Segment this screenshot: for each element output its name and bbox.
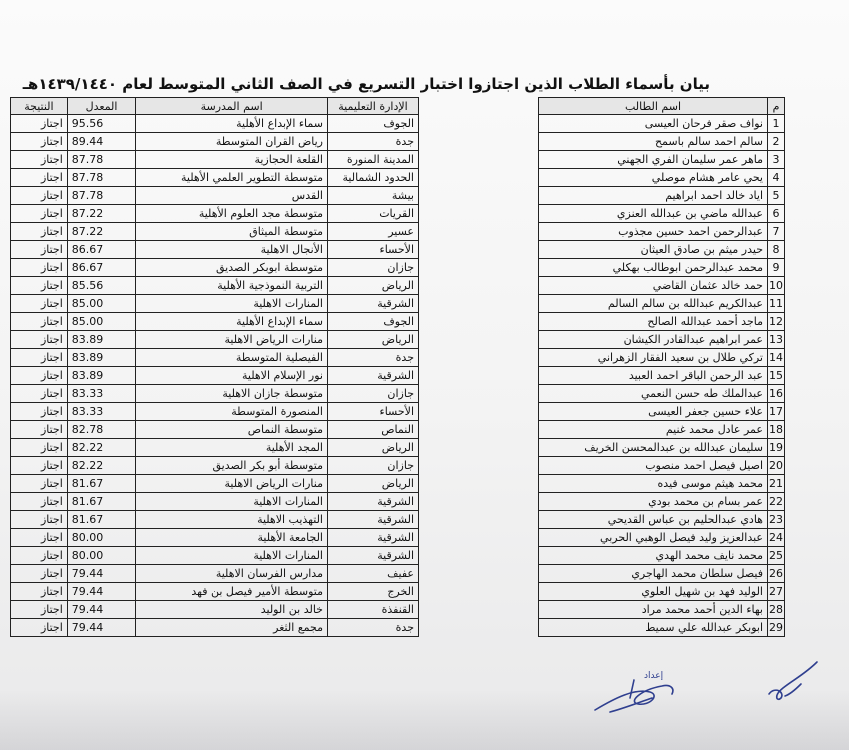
student-number: 11 <box>768 295 785 313</box>
result-row <box>11 403 419 421</box>
education-admin: الرياض <box>327 331 418 349</box>
student-number: 28 <box>768 601 785 619</box>
student-number: 26 <box>768 565 785 583</box>
average-score: 81.67 <box>67 475 136 493</box>
student-name: حمد خالد عثمان القاضي <box>539 277 768 295</box>
student-name: عبد الرحمن الباقر احمد العبيد <box>539 367 768 385</box>
average-score: 82.78 <box>67 421 136 439</box>
result-row <box>11 115 419 133</box>
average-score: 85.56 <box>67 277 136 295</box>
education-admin: القنفذة <box>327 601 418 619</box>
result-status: اجتاز <box>11 385 68 403</box>
average-score: 83.89 <box>67 331 136 349</box>
result-status: اجتاز <box>11 403 68 421</box>
average-score: 87.78 <box>67 169 136 187</box>
student-row <box>539 493 785 511</box>
student-row <box>539 565 785 583</box>
student-row <box>539 601 785 619</box>
student-name: محمد عبدالرحمن ابوطالب بهكلي <box>539 259 768 277</box>
student-row <box>539 511 785 529</box>
student-name: يحي عامر هشام موصلي <box>539 169 768 187</box>
header-average: المعدل <box>67 98 136 115</box>
education-admin: الرياض <box>327 439 418 457</box>
student-name: بهاء الدين أحمد محمد مراد <box>539 601 768 619</box>
school-name: خالد بن الوليد <box>136 601 328 619</box>
education-admin: الحدود الشمالية <box>327 169 418 187</box>
education-admin: الأحساء <box>327 403 418 421</box>
student-name: عبدالعزيز وليد فيصل الوهبي الحربي <box>539 529 768 547</box>
student-number: 20 <box>768 457 785 475</box>
education-admin: الجوف <box>327 313 418 331</box>
result-status: اجتاز <box>11 601 68 619</box>
student-name: حيدر ميثم بن صادق العيثان <box>539 241 768 259</box>
result-row <box>11 169 419 187</box>
result-status: اجتاز <box>11 493 68 511</box>
student-name: محمد هيثم موسى فيده <box>539 475 768 493</box>
header-admin: الإدارة التعليمية <box>327 98 418 115</box>
student-number: 3 <box>768 151 785 169</box>
education-admin: الشرقية <box>327 511 418 529</box>
student-name: اصيل فيصل احمد منصوب <box>539 457 768 475</box>
result-row <box>11 511 419 529</box>
student-name: نواف صقر فرحان العيسى <box>539 115 768 133</box>
result-row <box>11 367 419 385</box>
student-name: عبدالله ماضي بن عبدالله العنزي <box>539 205 768 223</box>
result-status: اجتاز <box>11 331 68 349</box>
student-name: محمد نايف محمد الهدي <box>539 547 768 565</box>
school-name: التهذيب الاهلية <box>136 511 328 529</box>
result-row <box>11 187 419 205</box>
school-name: متوسطة مجد العلوم الأهلية <box>136 205 328 223</box>
school-name: متوسطة الأمير فيصل بن فهد <box>136 583 328 601</box>
education-admin: جازان <box>327 385 418 403</box>
result-status: اجتاز <box>11 169 68 187</box>
student-row <box>539 133 785 151</box>
result-status: اجتاز <box>11 115 68 133</box>
student-number: 18 <box>768 421 785 439</box>
average-score: 87.22 <box>67 223 136 241</box>
school-name: سماء الإبداع الأهلية <box>136 115 328 133</box>
student-number: 4 <box>768 169 785 187</box>
result-status: اجتاز <box>11 547 68 565</box>
education-admin: القريات <box>327 205 418 223</box>
education-admin: المدينة المنورة <box>327 151 418 169</box>
result-row <box>11 439 419 457</box>
student-number: 10 <box>768 277 785 295</box>
header-result: النتيجة <box>11 98 68 115</box>
school-name: منارات الرياض الاهلية <box>136 331 328 349</box>
average-score: 79.44 <box>67 583 136 601</box>
student-number: 5 <box>768 187 785 205</box>
result-row <box>11 619 419 637</box>
average-score: 83.89 <box>67 367 136 385</box>
student-name: عمر ابراهيم عبدالقادر الكيشان <box>539 331 768 349</box>
average-score: 82.22 <box>67 457 136 475</box>
results-header-row <box>11 98 419 115</box>
students-table <box>538 97 785 637</box>
student-number: 8 <box>768 241 785 259</box>
results-table <box>10 97 419 637</box>
student-number: 2 <box>768 133 785 151</box>
education-admin: الشرقية <box>327 529 418 547</box>
student-name: فيصل سلطان محمد الهاجري <box>539 565 768 583</box>
result-status: اجتاز <box>11 277 68 295</box>
school-name: المنارات الاهلية <box>136 547 328 565</box>
result-status: اجتاز <box>11 187 68 205</box>
student-name: عبدالملك طه حسن النعمي <box>539 385 768 403</box>
header-school: اسم المدرسة <box>136 98 328 115</box>
document-title: بيان بأسماء الطلاب الذين اجتازوا اختبار التسريع في الصف الثاني المتوسط لعام ١٤٣٩/١٤٤٠هـ <box>22 75 710 93</box>
student-name: الوليد فهد بن شهيل العلوي <box>539 583 768 601</box>
school-name: المنارات الاهلية <box>136 295 328 313</box>
result-row <box>11 277 419 295</box>
student-number: 24 <box>768 529 785 547</box>
result-row <box>11 493 419 511</box>
school-name: التربية النموذجية الأهلية <box>136 277 328 295</box>
student-row <box>539 529 785 547</box>
education-admin: النماص <box>327 421 418 439</box>
student-name: سليمان عبدالله بن عبدالمحسن الخريف <box>539 439 768 457</box>
student-row <box>539 367 785 385</box>
students-table-body <box>539 115 785 637</box>
student-row <box>539 385 785 403</box>
result-status: اجتاز <box>11 367 68 385</box>
student-number: 1 <box>768 115 785 133</box>
school-name: متوسطة الميثاق <box>136 223 328 241</box>
average-score: 87.78 <box>67 151 136 169</box>
result-status: اجتاز <box>11 313 68 331</box>
student-row <box>539 439 785 457</box>
education-admin: الشرقية <box>327 493 418 511</box>
result-row <box>11 475 419 493</box>
result-row <box>11 547 419 565</box>
student-row <box>539 187 785 205</box>
student-row <box>539 457 785 475</box>
student-row <box>539 475 785 493</box>
school-name: مجمع الثغر <box>136 619 328 637</box>
student-row <box>539 151 785 169</box>
result-status: اجتاز <box>11 349 68 367</box>
result-row <box>11 583 419 601</box>
school-name: متوسطة النماص <box>136 421 328 439</box>
student-row <box>539 277 785 295</box>
average-score: 81.67 <box>67 493 136 511</box>
average-score: 87.22 <box>67 205 136 223</box>
school-name: متوسطة التطوير العلمي الأهلية <box>136 169 328 187</box>
student-number: 13 <box>768 331 785 349</box>
school-name: الأنجال الاهلية <box>136 241 328 259</box>
school-name: الفيصلية المتوسطة <box>136 349 328 367</box>
result-status: اجتاز <box>11 223 68 241</box>
student-row <box>539 169 785 187</box>
result-status: اجتاز <box>11 457 68 475</box>
result-status: اجتاز <box>11 151 68 169</box>
average-score: 85.00 <box>67 313 136 331</box>
result-row <box>11 385 419 403</box>
student-name: عمر بسام بن محمد بودي <box>539 493 768 511</box>
school-name: مدارس الفرسان الاهلية <box>136 565 328 583</box>
school-name: الجامعة الأهلية <box>136 529 328 547</box>
school-name: المجد الأهلية <box>136 439 328 457</box>
paper-edge-shadow <box>0 690 849 750</box>
student-row <box>539 223 785 241</box>
education-admin: الشرقية <box>327 367 418 385</box>
result-status: اجتاز <box>11 619 68 637</box>
preparer-signature <box>590 668 680 718</box>
average-score: 81.67 <box>67 511 136 529</box>
preparer-label: إعداد <box>644 671 664 681</box>
education-admin: جازان <box>327 259 418 277</box>
school-name: المنارات الاهلية <box>136 493 328 511</box>
student-row <box>539 313 785 331</box>
education-admin: جازان <box>327 457 418 475</box>
education-admin: جدة <box>327 349 418 367</box>
average-score: 95.56 <box>67 115 136 133</box>
student-row <box>539 403 785 421</box>
education-admin: الخرج <box>327 583 418 601</box>
student-number: 21 <box>768 475 785 493</box>
student-row <box>539 583 785 601</box>
average-score: 79.44 <box>67 601 136 619</box>
student-row <box>539 349 785 367</box>
school-name: نور الإسلام الاهلية <box>136 367 328 385</box>
education-admin: الرياض <box>327 277 418 295</box>
result-status: اجتاز <box>11 565 68 583</box>
student-row <box>539 295 785 313</box>
result-status: اجتاز <box>11 133 68 151</box>
student-name: عبدالرحمن احمد حسين مجذوب <box>539 223 768 241</box>
result-row <box>11 349 419 367</box>
student-name: ماجد أحمد عبدالله الصالح <box>539 313 768 331</box>
student-number: 23 <box>768 511 785 529</box>
header-student-name: اسم الطالب <box>539 98 768 115</box>
average-score: 85.00 <box>67 295 136 313</box>
result-status: اجتاز <box>11 205 68 223</box>
result-status: اجتاز <box>11 259 68 277</box>
average-score: 79.44 <box>67 619 136 637</box>
student-name: علاء حسين جعفر العيسى <box>539 403 768 421</box>
result-row <box>11 601 419 619</box>
student-number: 14 <box>768 349 785 367</box>
student-name: هادي عبدالحليم بن عباس القديحي <box>539 511 768 529</box>
result-status: اجتاز <box>11 511 68 529</box>
result-row <box>11 223 419 241</box>
student-name: ابوبكر عبدالله علي سميط <box>539 619 768 637</box>
average-score: 87.78 <box>67 187 136 205</box>
average-score: 86.67 <box>67 241 136 259</box>
education-admin: بيشة <box>327 187 418 205</box>
school-name: سماء الإبداع الأهلية <box>136 313 328 331</box>
student-number: 6 <box>768 205 785 223</box>
result-row <box>11 259 419 277</box>
school-name: رياض القران المتوسطة <box>136 133 328 151</box>
student-row <box>539 241 785 259</box>
education-admin: الجوف <box>327 115 418 133</box>
result-status: اجتاز <box>11 241 68 259</box>
student-name: اياد خالد احمد ابراهيم <box>539 187 768 205</box>
student-name: عبدالكريم عبدالله بن سالم السالم <box>539 295 768 313</box>
education-admin: الأحساء <box>327 241 418 259</box>
average-score: 86.67 <box>67 259 136 277</box>
student-row <box>539 259 785 277</box>
average-score: 89.44 <box>67 133 136 151</box>
education-admin: الشرقية <box>327 295 418 313</box>
result-row <box>11 457 419 475</box>
school-name: منارات الرياض الاهلية <box>136 475 328 493</box>
student-number: 15 <box>768 367 785 385</box>
result-status: اجتاز <box>11 583 68 601</box>
education-admin: جدة <box>327 133 418 151</box>
student-number: 19 <box>768 439 785 457</box>
school-name: متوسطة جازان الاهلية <box>136 385 328 403</box>
average-score: 79.44 <box>67 565 136 583</box>
students-header-row <box>539 98 785 115</box>
student-row <box>539 421 785 439</box>
education-admin: عفيف <box>327 565 418 583</box>
student-row <box>539 205 785 223</box>
student-number: 27 <box>768 583 785 601</box>
school-name: القدس <box>136 187 328 205</box>
result-status: اجتاز <box>11 475 68 493</box>
education-admin: الرياض <box>327 475 418 493</box>
student-number: 25 <box>768 547 785 565</box>
average-score: 80.00 <box>67 529 136 547</box>
student-number: 12 <box>768 313 785 331</box>
average-score: 83.33 <box>67 385 136 403</box>
student-name: ماهر عمر سليمان الفري الجهني <box>539 151 768 169</box>
average-score: 82.22 <box>67 439 136 457</box>
student-name: عمر عادل محمد غنيم <box>539 421 768 439</box>
result-row <box>11 565 419 583</box>
student-number: 9 <box>768 259 785 277</box>
student-row <box>539 619 785 637</box>
result-row <box>11 295 419 313</box>
result-row <box>11 205 419 223</box>
school-name: متوسطة أبو بكر الصديق <box>136 457 328 475</box>
header-num: م <box>768 98 785 115</box>
school-name: متوسطة ابوبكر الصديق <box>136 259 328 277</box>
student-number: 29 <box>768 619 785 637</box>
student-row <box>539 115 785 133</box>
average-score: 83.33 <box>67 403 136 421</box>
average-score: 83.89 <box>67 349 136 367</box>
result-status: اجتاز <box>11 529 68 547</box>
result-row <box>11 241 419 259</box>
school-name: المنصورة المتوسطة <box>136 403 328 421</box>
student-number: 7 <box>768 223 785 241</box>
result-status: اجتاز <box>11 421 68 439</box>
results-table-body <box>11 115 419 637</box>
student-row <box>539 331 785 349</box>
result-row <box>11 331 419 349</box>
education-admin: الشرقية <box>327 547 418 565</box>
average-score: 80.00 <box>67 547 136 565</box>
result-row <box>11 529 419 547</box>
result-row <box>11 151 419 169</box>
student-number: 17 <box>768 403 785 421</box>
student-row <box>539 547 785 565</box>
education-admin: عسير <box>327 223 418 241</box>
result-row <box>11 421 419 439</box>
result-status: اجتاز <box>11 439 68 457</box>
approver-signature <box>765 658 825 702</box>
result-row <box>11 313 419 331</box>
student-name: تركي طلال بن سعيد الفقار الزهراني <box>539 349 768 367</box>
result-status: اجتاز <box>11 295 68 313</box>
student-number: 16 <box>768 385 785 403</box>
student-number: 22 <box>768 493 785 511</box>
student-name: سالم احمد سالم باسمح <box>539 133 768 151</box>
education-admin: جدة <box>327 619 418 637</box>
school-name: القلعة الحجازية <box>136 151 328 169</box>
result-row <box>11 133 419 151</box>
